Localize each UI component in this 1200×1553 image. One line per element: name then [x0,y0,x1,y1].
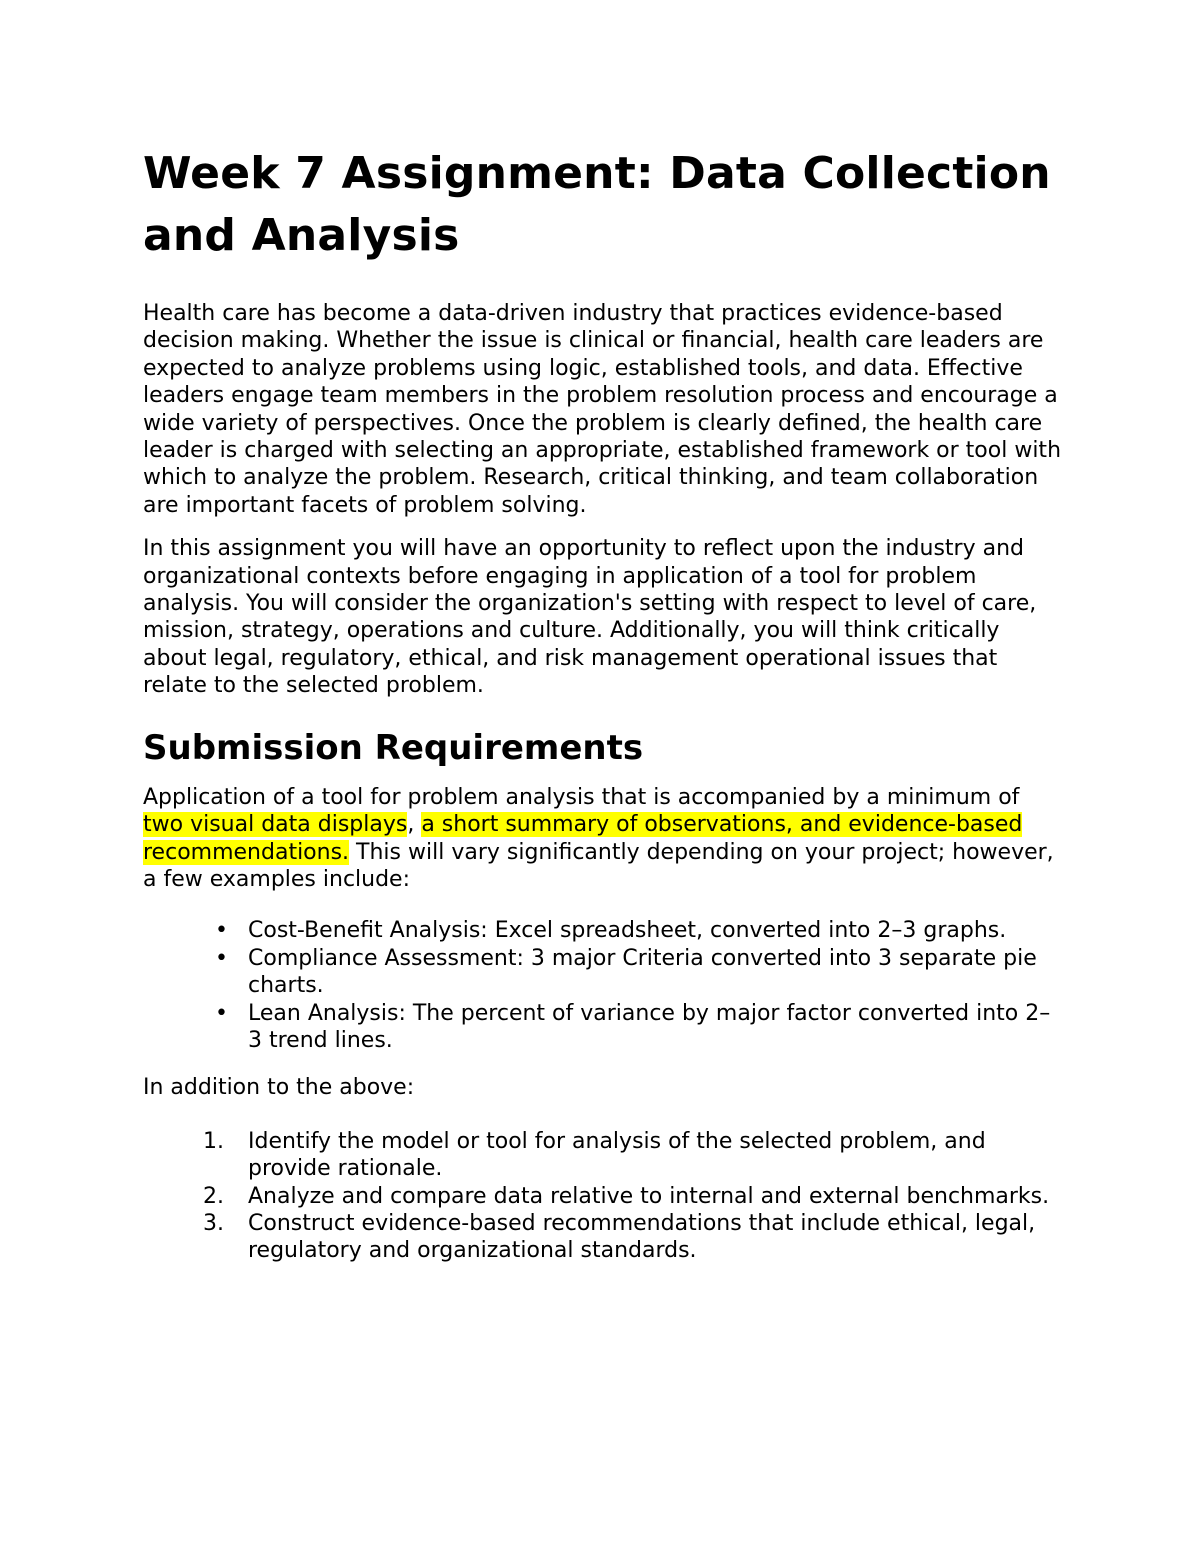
list-item-text: Compliance Assessment: 3 major Criteria converted into 3 separate pie charts. [248,945,1037,999]
list-item [143,945,1063,1000]
document-title: Week 7 Assignment: Data Collection and Analysis [143,148,1051,261]
list-item [143,1000,1063,1055]
intro-paragraph-1: Health care has become a data-driven industry that practices evidence-based decision making. Whether the issue is clinical or financial, health care leaders are expected to analyze problems using logic, established tools, and data. Effective leaders engage team members in the problem resolution process and encourage a wide variety of perspectives. Once the problem is clearly defined, the health care leader is charged with selecting an appropriate, established framework or tool with which to analyze the problem. Research, critical thinking, and team collaboration are important facets of problem solving. [143,301,1062,518]
highlight-visual-displays: two visual data displays [143,812,408,838]
list-item-text: Analyze and compare data relative to internal and external benchmarks. [248,1183,1050,1209]
list-number: 2. [203,1183,224,1209]
bullet-icon: • [215,918,228,944]
list-item-text: Lean Analysis: The percent of variance by major factor converted into 2–3 trend lines. [248,1000,1051,1053]
section-heading-submission-requirements: Submission Requirements [143,727,644,768]
requirements-paragraph [143,784,1063,894]
requirements-tail: This will vary significantly depending on your project; however, a few examples include: [143,839,1054,892]
list-item [143,917,1063,944]
addition-intro: In addition to the above: [143,1075,415,1101]
list-item [143,1183,1063,1210]
requirements-separator: , [407,812,422,838]
steps-list [143,1128,1063,1265]
list-item-text: Construct evidence-based recommendations that include ethical, legal, regulatory and organizational standards. [248,1210,1036,1264]
list-item-text: Identify the model or tool for analysis of the selected problem, and provide rationale. [248,1128,986,1182]
list-item-text: Cost-Benefit Analysis: Excel spreadsheet, converted into 2–3 graphs. [248,918,1007,944]
document-page [143,143,1063,1265]
list-number: 3. [203,1210,224,1236]
highlight-summary-recommendations: a short summary of observations, and evidence-based recommendations. [143,812,1023,865]
examples-list [143,917,1063,1054]
intro-paragraph-2: In this assignment you will have an opportunity to reflect upon the industry and organizational contexts before engaging in application of a tool for problem analysis. You will consider the organization's setting with respect to level of care, mission, strategy, operations and culture. Additionally, you will think critically about legal, regulatory, ethical, and risk management operational issues that relate to the selected problem. [143,536,1037,699]
list-number: 1. [203,1128,224,1154]
bullet-icon: • [215,1000,228,1026]
list-item [143,1210,1063,1265]
requirements-lead: Application of a tool for problem analysis that is accompanied by a minimum of [143,784,1020,810]
bullet-icon: • [215,945,228,971]
list-item [143,1128,1063,1183]
